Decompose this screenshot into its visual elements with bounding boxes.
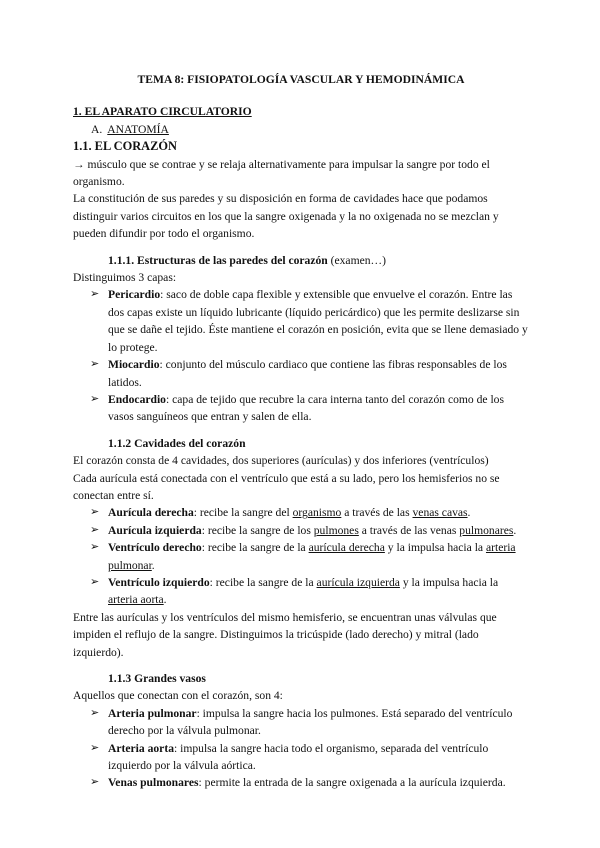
list-item — [90, 740, 529, 775]
arrow-bullet-icon: ➢ — [90, 706, 100, 719]
arrow-bullet-icon: ➢ — [90, 392, 100, 405]
text: . — [151, 558, 155, 572]
underlined-term: arteria aorta — [108, 593, 164, 607]
arrow-bullet-icon: ➢ — [90, 358, 100, 371]
arrow-bullet-icon: ➢ — [90, 288, 100, 301]
list-item — [90, 774, 529, 791]
list-item — [90, 286, 529, 356]
cavidades-paragraph-1: El corazón consta de 4 cavidades, dos superiores (aurículas) y dos inferiores (ventrículos) — [73, 454, 489, 468]
list-item — [90, 504, 529, 521]
heading-corazon: 1.1. EL CORAZÓN — [73, 139, 177, 154]
term: Aurícula derecha — [108, 506, 194, 520]
underlined-term: arteria pulmonar — [108, 541, 516, 572]
arrow-bullet-icon: ➢ — [90, 575, 100, 588]
subsection-letter: A. — [91, 122, 103, 136]
arrow-bullet-icon: ➢ — [90, 523, 100, 536]
text: : recibe la sangre de la — [201, 541, 309, 555]
cavidades-paragraph-2: Cada aurícula está conectada con el ventrículo que está a su lado, pero los hemisferios no se conectan entre sí. — [73, 471, 500, 502]
text: . — [163, 593, 167, 607]
arrow-bullet-icon: ➢ — [90, 506, 100, 519]
subsection-anatomia — [91, 121, 529, 138]
vasos-lead: Aquellos que conectan con el corazón, son 4: — [73, 689, 283, 703]
cavidades-list — [90, 504, 529, 608]
text: y la impulsa hacia la — [399, 575, 499, 589]
text: a través de las — [341, 506, 413, 520]
vasos-list — [90, 705, 529, 792]
definition: : saco de doble capa flexible y extensible que envuelve el corazón. Entre las dos capas existe un líquido lubricante (líquido pericárdico) que les permite deslizarse sin que se dañe el tejido. Éste mantiene el corazón en posición, evita que se llene demasiado y lo protege. — [108, 288, 528, 354]
list-item — [90, 574, 529, 609]
text: a través de las venas — [358, 523, 460, 537]
term: Arteria pulmonar — [108, 706, 197, 720]
underlined-term: aurícula derecha — [308, 541, 385, 555]
heading-estructuras-paredes — [108, 252, 529, 269]
underlined-term: pulmones — [313, 523, 359, 537]
definition: : conjunto del músculo cardiaco que contiene las fibras responsables de los latidos. — [108, 358, 507, 389]
term: Venas pulmonares — [108, 776, 199, 790]
term: Endocardio — [108, 392, 166, 406]
heading-text: 1.1.2 Cavidades del corazón — [108, 436, 246, 450]
valvulas-paragraph: Entre las aurículas y los ventrículos del mismo hemisferio, se encuentran unas válvulas que impiden el reflujo de la sangre. Distinguimos la tricúspide (lado derecho) y mitral (lado izquierdo). — [73, 610, 497, 659]
text: : recibe la sangre de los — [201, 523, 314, 537]
intro-paragraph-1: → músculo que se contrae y se relaja alternativamente para impulsar la sangre por todo el organismo. — [73, 157, 490, 189]
text: . — [513, 523, 517, 537]
underlined-term: organismo — [292, 506, 342, 520]
term: Miocardio — [108, 358, 160, 372]
document-body — [73, 71, 529, 792]
section-heading-aparato-circulatorio: 1. EL APARATO CIRCULATORIO — [73, 105, 252, 119]
definition: : impulsa la sangre hacia los pulmones. Está separado del ventrículo derecho por la válvula pulmonar. — [108, 706, 513, 738]
heading-note: (examen…) — [327, 253, 386, 267]
heading-text: 1.1.3 Grandes vasos — [108, 672, 206, 685]
underlined-term: aurícula izquierda — [316, 575, 400, 589]
definition: : impulsa la sangre hacia todo el organismo, separada del ventrículo izquierdo por la válvula aórtica. — [108, 741, 489, 773]
heading-cavidades — [108, 435, 529, 452]
list-item — [90, 391, 529, 426]
subsection-label: ANATOMÍA — [107, 122, 169, 136]
capas-lead: Distinguimos 3 capas: — [73, 271, 177, 285]
arrow-bullet-icon: ➢ — [90, 541, 100, 554]
arrow-bullet-icon: ➢ — [90, 776, 100, 789]
heading-text: 1.1.1. Estructuras de las paredes del corazón — [108, 253, 328, 267]
arrow-bullet-icon: ➢ — [90, 741, 100, 754]
text: : recibe la sangre del — [193, 506, 293, 520]
definition: : capa de tejido que recubre la cara interna tanto del corazón como de los vasos sanguíneos que entran y salen de ella. — [108, 392, 504, 424]
list-item — [90, 539, 529, 574]
definition: : permite la entrada de la sangre oxigenada a la aurícula izquierda. — [198, 776, 506, 790]
list-item — [90, 705, 529, 740]
page-title: TEMA 8: FISIOPATOLOGÍA VASCULAR Y HEMODINÁMICA — [137, 73, 465, 86]
intro-paragraph-2: La constitución de sus paredes y su disposición en forma de cavidades hace que podamos distinguir varios circuitos en los que la sangre oxigenada y la no oxigenada no se mezclan y pueden difundir por todo el organismo. — [73, 192, 499, 241]
text: y la impulsa hacia la — [384, 541, 486, 555]
term: Pericardio — [108, 288, 161, 302]
list-item — [90, 522, 529, 539]
heading-grandes-vasos — [108, 670, 529, 687]
underlined-term: venas cavas — [412, 506, 468, 520]
list-item — [90, 356, 529, 391]
text: : recibe la sangre de la — [209, 575, 317, 589]
term: Ventrículo derecho — [108, 541, 202, 555]
capas-list — [90, 286, 529, 425]
term: Arteria aorta — [108, 741, 174, 755]
term: Ventrículo izquierdo — [108, 575, 210, 589]
underlined-term: pulmonares — [459, 523, 514, 537]
text: . — [467, 506, 471, 520]
term: Aurícula izquierda — [108, 523, 202, 537]
